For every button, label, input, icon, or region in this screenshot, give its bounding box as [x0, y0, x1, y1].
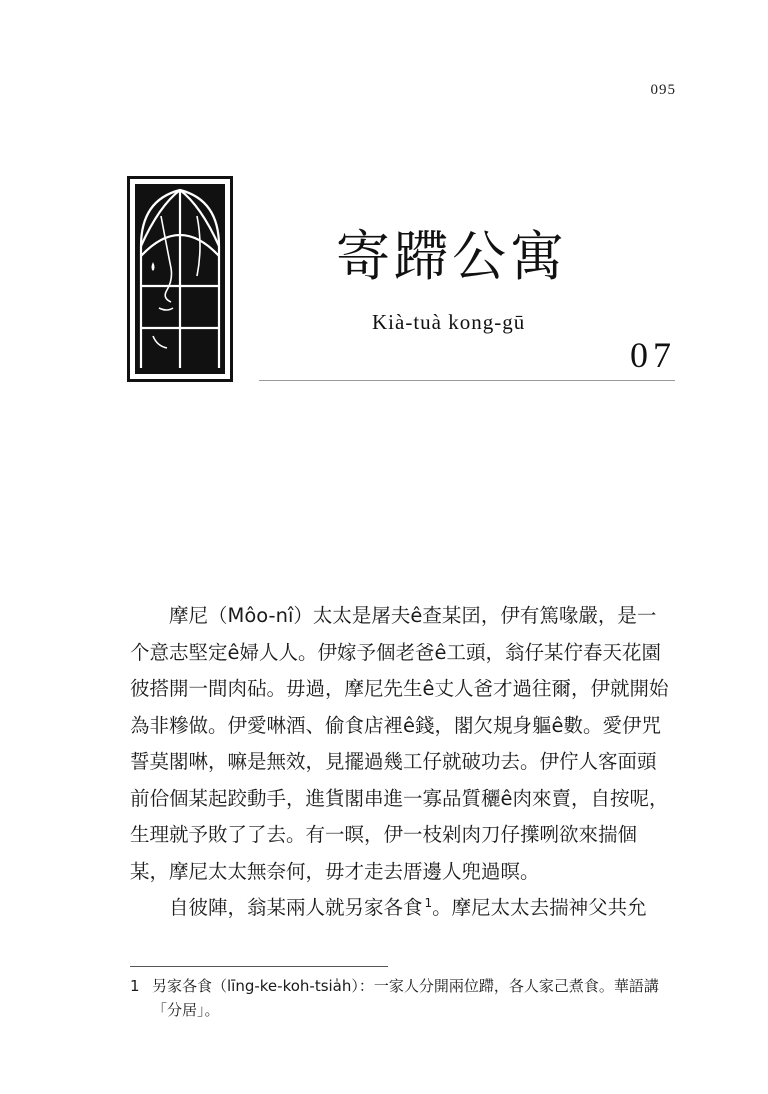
- paragraph-text-continued: 。摩尼太太去揣神父共允: [432, 896, 647, 919]
- page-number: 095: [650, 82, 676, 98]
- body-text: [130, 598, 675, 927]
- chapter-romanization: Kià-tuà kong-gū: [372, 310, 526, 334]
- footnote-number: 1: [130, 977, 140, 995]
- chapter-emblem-window-face: [127, 176, 233, 382]
- footnote-divider: [130, 966, 388, 967]
- footnote: [130, 974, 678, 1022]
- paragraph-text: 自彼陣，翁某兩人就另家各食: [169, 896, 423, 919]
- footnote-reference[interactable]: 1: [424, 895, 433, 910]
- chapter-number: 07: [630, 335, 676, 375]
- paragraph: 摩尼（Môo-nî）太太是屠夫ê查某囝，伊有篤喙嚴，是一个意志堅定ê婦人人。伊嫁予個老爸ê工頭，翁仔某佇春天花園彼搭開一間肉砧。毋過，摩尼先生ê丈人爸才過往爾，伊就開始為非糝做。伊愛啉酒、偷食店裡ê錢，閣欠規身軀ê數。愛伊咒誓莫閣啉，嘛是無效，見擺過幾工仔就破功去。伊佇人客面頭前佮個某起跤動手，進貨閣串進一寡品質穲ê肉來賣，自按呢，生理就予敗了了去。有一暝，伊一枝剁肉刀仔擛咧欲來揣個某，摩尼太太無奈何，毋才走去厝邊人兜過暝。: [130, 604, 669, 883]
- footnote-text: 另家各食（līng-ke-koh-tsia̍h）：一家人分開兩位蹛，各人家己煮食。華語講「分居」。: [152, 977, 659, 1019]
- chapter-title: 寄蹛公寓: [336, 225, 568, 288]
- title-divider: [259, 380, 675, 381]
- paragraph: [130, 890, 675, 927]
